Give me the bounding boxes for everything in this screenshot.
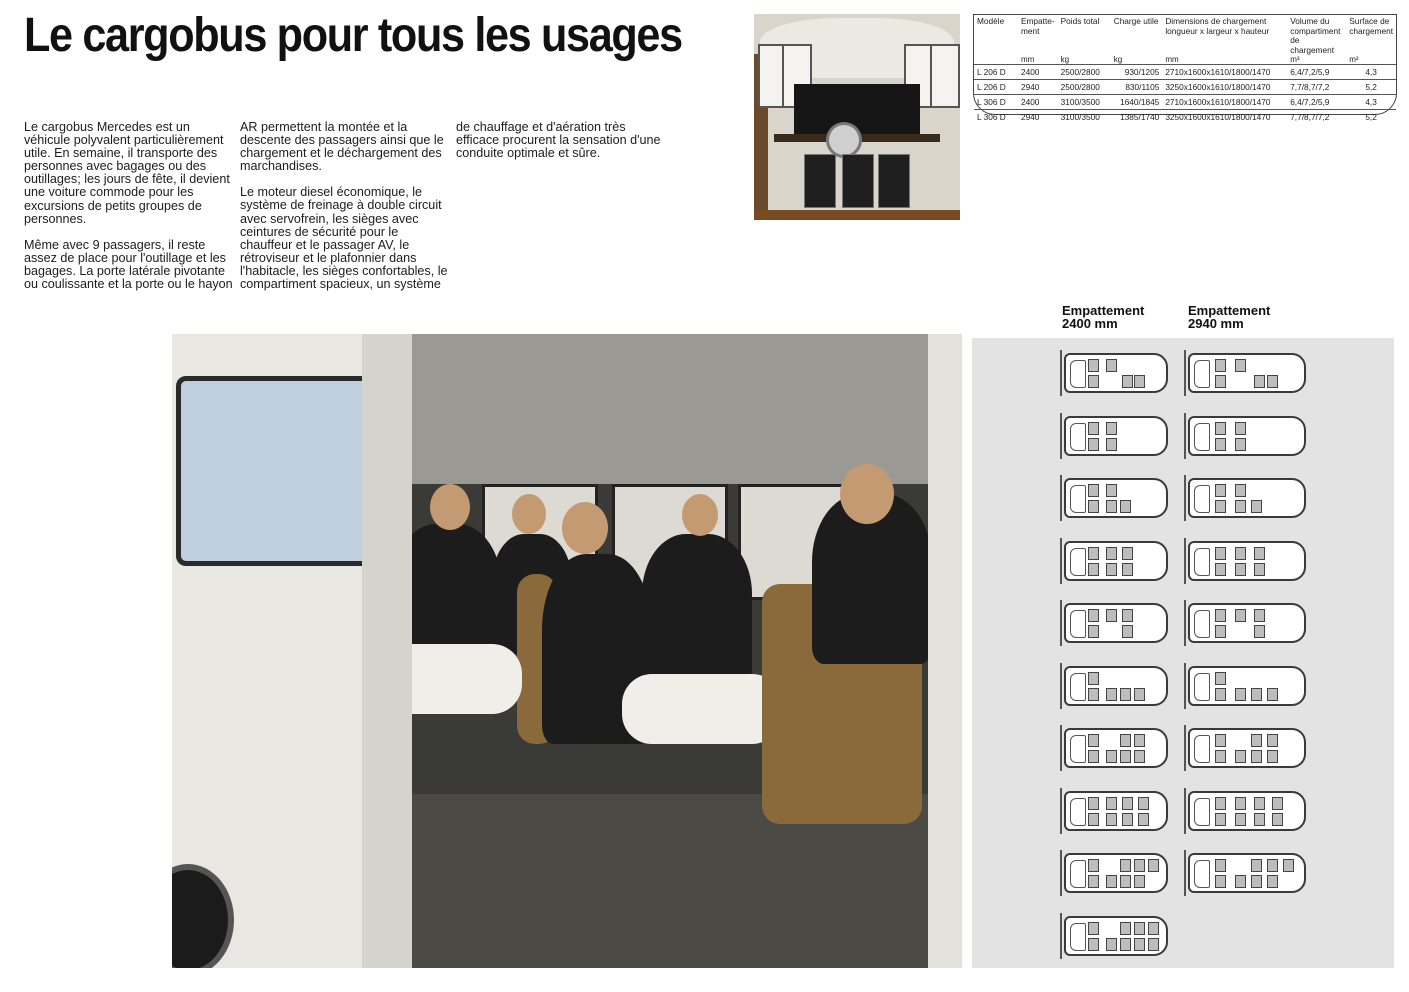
- cargo-interior-photo: [754, 14, 960, 220]
- table-row: [974, 110, 1396, 125]
- table-cell: 830/1105: [1111, 80, 1163, 95]
- seat-icon: [1106, 563, 1117, 576]
- van-seating-layout-diagram: [1064, 791, 1168, 831]
- seat-icon: [1106, 547, 1117, 560]
- header-volume: Volume du compartiment de chargement: [1290, 16, 1341, 55]
- table-cell: 2940: [1018, 80, 1058, 95]
- seat-icon: [1088, 750, 1099, 763]
- van-seating-layout-diagram: [1188, 666, 1306, 706]
- seat-icon: [1148, 938, 1159, 951]
- wheelbase-label-2940: Empattement 2940 mm: [1188, 303, 1271, 331]
- seat-icon: [1138, 813, 1149, 826]
- seat-icon: [1254, 813, 1265, 826]
- seat-icon: [1088, 422, 1099, 435]
- seat-icon: [1122, 563, 1133, 576]
- seat-icon: [1254, 547, 1265, 560]
- header-model: Modèle: [977, 16, 1005, 26]
- seat-icon: [1134, 734, 1145, 747]
- spec-table: [973, 14, 1397, 122]
- table-cell: 3250x1600x1610/1800/1470: [1162, 80, 1287, 95]
- seat-icon: [1120, 500, 1131, 513]
- table-cell: 2400: [1018, 65, 1058, 80]
- seat-icon: [1235, 359, 1246, 372]
- seat-icon: [1215, 859, 1226, 872]
- seat-icon: [1120, 750, 1131, 763]
- seat-icon: [1122, 609, 1133, 622]
- seat-icon: [1267, 688, 1278, 701]
- seat-icon: [1235, 438, 1246, 451]
- seat-icon: [1267, 734, 1278, 747]
- seat-icon: [1267, 859, 1278, 872]
- seat-icon: [1215, 563, 1226, 576]
- seat-icon: [1215, 375, 1226, 388]
- seat-icon: [1215, 750, 1226, 763]
- seat-icon: [1120, 938, 1131, 951]
- van-seating-layout-diagram: [1064, 853, 1168, 893]
- seat-icon: [1106, 750, 1117, 763]
- table-cell: 5,2: [1346, 110, 1396, 125]
- text-column-1: [24, 121, 236, 304]
- seat-icon: [1215, 734, 1226, 747]
- seat-icon: [1088, 859, 1099, 872]
- seat-icon: [1251, 734, 1262, 747]
- seat-icon: [1088, 938, 1099, 951]
- seat-icon: [1215, 438, 1226, 451]
- seat-icon: [1251, 859, 1262, 872]
- van-seating-layout-diagram: [1188, 728, 1306, 768]
- unit-cell: mm: [1020, 55, 1035, 64]
- seat-icon: [1134, 859, 1145, 872]
- seat-icon: [1122, 375, 1133, 388]
- seat-icon: [1138, 797, 1149, 810]
- seat-icon: [1088, 688, 1099, 701]
- seat-icon: [1215, 547, 1226, 560]
- table-cell: L 206 D: [974, 65, 1018, 80]
- table-cell: 6,4/7,2/5,9: [1287, 65, 1346, 80]
- table-row: [974, 80, 1396, 95]
- table-cell: 2940: [1018, 110, 1058, 125]
- table-cell: L 306 D: [974, 95, 1018, 110]
- seat-icon: [1254, 609, 1265, 622]
- seat-icon: [1088, 672, 1099, 685]
- table-cell: 4,3: [1346, 65, 1396, 80]
- table-cell: 2710x1600x1610/1800/1470: [1162, 65, 1287, 80]
- seat-icon: [1235, 563, 1246, 576]
- seat-icon: [1215, 688, 1226, 701]
- seat-icon: [1120, 734, 1131, 747]
- table-cell: L 306 D: [974, 110, 1018, 125]
- seat-icon: [1088, 797, 1099, 810]
- seat-icon: [1088, 813, 1099, 826]
- seat-icon: [1235, 750, 1246, 763]
- seat-icon: [1088, 922, 1099, 935]
- seat-icon: [1215, 797, 1226, 810]
- seat-icon: [1235, 609, 1246, 622]
- seat-icon: [1215, 609, 1226, 622]
- table-cell: 2500/2800: [1058, 80, 1111, 95]
- paragraph: de chauffage et d'aération très efficace procurent la sensation d'une conduite optimale et sûre.: [456, 120, 661, 161]
- table-cell: 3250x1600x1610/1800/1470: [1162, 110, 1287, 125]
- seat-icon: [1134, 938, 1145, 951]
- unit-cell: mm: [1165, 55, 1179, 64]
- wheelbase-label-2400: Empattement 2400 mm: [1062, 303, 1145, 331]
- seat-icon: [1235, 547, 1246, 560]
- seat-icon: [1148, 859, 1159, 872]
- van-seating-layout-diagram: [1064, 541, 1168, 581]
- paragraph: Le moteur diesel économique, le système de freinage à double circuit avec servofrein, les sièges avec ceintures de sécurité pour le chauffeur et le passager AV, le rétroviseur et le plafonnier dans l'habitacle, les sièges confortables, le compartiment spacieux, un système: [240, 185, 448, 292]
- van-seating-layout-diagram: [1188, 541, 1306, 581]
- seat-icon: [1254, 625, 1265, 638]
- van-seating-layout-diagram: [1064, 353, 1168, 393]
- unit-cell: m²: [1349, 55, 1359, 64]
- seat-icon: [1251, 688, 1262, 701]
- table-cell: 1385/1740: [1111, 110, 1163, 125]
- header-gross-weight: Poids total: [1060, 16, 1100, 26]
- seat-icon: [1088, 375, 1099, 388]
- header-surface: Surface de chargement: [1349, 16, 1394, 36]
- seat-icon: [1088, 359, 1099, 372]
- seat-icon: [1251, 750, 1262, 763]
- seat-icon: [1235, 813, 1246, 826]
- seat-icon: [1106, 875, 1117, 888]
- seat-icon: [1088, 484, 1099, 497]
- seating-layouts-panel: [972, 338, 1394, 968]
- seat-icon: [1088, 500, 1099, 513]
- paragraph: Le cargobus Mercedes est un véhicule polyvalent particulièrement utile. En semaine, il transporte des personnes avec bagages ou des outillages; les jours de fête, il devient une voiture commode pour les excursions de petits groupes de personnes.: [24, 120, 230, 226]
- table-cell: 930/1205: [1111, 65, 1163, 80]
- seat-icon: [1235, 688, 1246, 701]
- seat-icon: [1272, 797, 1283, 810]
- seat-icon: [1272, 813, 1283, 826]
- van-seating-layout-diagram: [1188, 603, 1306, 643]
- text-column-2: [240, 121, 452, 304]
- table-cell: 7,7/8,7/7,2: [1287, 110, 1346, 125]
- van-seating-layout-diagram: [1064, 666, 1168, 706]
- seat-icon: [1122, 813, 1133, 826]
- seat-icon: [1088, 875, 1099, 888]
- seat-icon: [1267, 875, 1278, 888]
- seat-icon: [1215, 484, 1226, 497]
- paragraph: Même avec 9 passagers, il reste assez de place pour l'outillage et les bagages. La porte latérale pivotante ou coulissante et la porte ou le hayon: [24, 237, 233, 292]
- seat-icon: [1106, 359, 1117, 372]
- van-seating-layout-diagram: [1064, 603, 1168, 643]
- seat-icon: [1088, 609, 1099, 622]
- header-wheelbase: Empatte-ment: [1020, 16, 1055, 36]
- seat-icon: [1134, 922, 1145, 935]
- seat-icon: [1106, 422, 1117, 435]
- seat-icon: [1122, 625, 1133, 638]
- seat-icon: [1215, 359, 1226, 372]
- seat-icon: [1215, 813, 1226, 826]
- table-cell: 3100/3500: [1058, 110, 1111, 125]
- unit-cell: [974, 55, 1018, 65]
- seat-icon: [1254, 563, 1265, 576]
- seat-icon: [1122, 547, 1133, 560]
- seat-icon: [1215, 422, 1226, 435]
- van-seating-layout-diagram: [1188, 853, 1306, 893]
- seat-icon: [1106, 813, 1117, 826]
- seat-icon: [1148, 922, 1159, 935]
- table-cell: 6,4/7,2/5,9: [1287, 95, 1346, 110]
- header-dimensions: Dimensions de chargement longueur x largeur x hauteur: [1165, 16, 1270, 36]
- seat-icon: [1235, 484, 1246, 497]
- seat-icon: [1106, 797, 1117, 810]
- text-column-3: [456, 121, 668, 173]
- seat-icon: [1106, 438, 1117, 451]
- van-seating-layout-diagram: [1064, 728, 1168, 768]
- table-cell: 5,2: [1346, 80, 1396, 95]
- unit-cell: kg: [1113, 55, 1123, 64]
- seat-icon: [1088, 547, 1099, 560]
- seat-icon: [1106, 688, 1117, 701]
- seat-icon: [1235, 422, 1246, 435]
- van-seating-layout-diagram: [1188, 353, 1306, 393]
- table-cell: 1640/1845: [1111, 95, 1163, 110]
- table-cell: 2400: [1018, 95, 1058, 110]
- page-title: Le cargobus pour tous les usages: [24, 9, 682, 62]
- table-cell: 3100/3500: [1058, 95, 1111, 110]
- seat-icon: [1254, 375, 1265, 388]
- seat-icon: [1254, 797, 1265, 810]
- seat-icon: [1235, 875, 1246, 888]
- seat-icon: [1088, 734, 1099, 747]
- seat-icon: [1215, 672, 1226, 685]
- table-cell: 2500/2800: [1058, 65, 1111, 80]
- van-seating-layout-diagram: [1064, 478, 1168, 518]
- seat-icon: [1215, 500, 1226, 513]
- seat-icon: [1283, 859, 1294, 872]
- seat-icon: [1134, 375, 1145, 388]
- seat-icon: [1122, 797, 1133, 810]
- van-seating-layout-diagram: [1064, 916, 1168, 956]
- passenger-interior-photo: [172, 334, 962, 968]
- seat-icon: [1106, 484, 1117, 497]
- table-cell: 2710x1600x1610/1800/1470: [1162, 95, 1287, 110]
- seat-icon: [1134, 688, 1145, 701]
- seat-icon: [1088, 563, 1099, 576]
- van-seating-layout-diagram: [1064, 416, 1168, 456]
- van-seating-layout-diagram: [1188, 416, 1306, 456]
- seat-icon: [1251, 875, 1262, 888]
- seat-icon: [1106, 500, 1117, 513]
- table-cell: L 206 D: [974, 80, 1018, 95]
- seat-icon: [1134, 750, 1145, 763]
- van-seating-layout-diagram: [1188, 791, 1306, 831]
- seat-icon: [1235, 797, 1246, 810]
- seat-icon: [1120, 688, 1131, 701]
- seat-icon: [1134, 875, 1145, 888]
- paragraph: AR permettent la montée et la descente des passagers ainsi que le chargement et le déchargement des marchandises.: [240, 120, 444, 174]
- seat-icon: [1235, 500, 1246, 513]
- seat-icon: [1215, 625, 1226, 638]
- header-payload: Charge utile: [1113, 16, 1159, 26]
- unit-cell: m³: [1290, 55, 1300, 64]
- seat-icon: [1251, 500, 1262, 513]
- seat-icon: [1267, 375, 1278, 388]
- table-row: [974, 65, 1396, 80]
- seat-icon: [1106, 938, 1117, 951]
- table-cell: 7,7/8,7/7,2: [1287, 80, 1346, 95]
- seat-icon: [1120, 922, 1131, 935]
- seat-icon: [1088, 625, 1099, 638]
- table-cell: 4,3: [1346, 95, 1396, 110]
- unit-cell: kg: [1060, 55, 1070, 64]
- seat-icon: [1120, 875, 1131, 888]
- seat-icon: [1267, 750, 1278, 763]
- van-seating-layout-diagram: [1188, 478, 1306, 518]
- seat-icon: [1088, 438, 1099, 451]
- table-row: [974, 95, 1396, 110]
- seat-icon: [1106, 609, 1117, 622]
- seat-icon: [1215, 875, 1226, 888]
- seat-icon: [1120, 859, 1131, 872]
